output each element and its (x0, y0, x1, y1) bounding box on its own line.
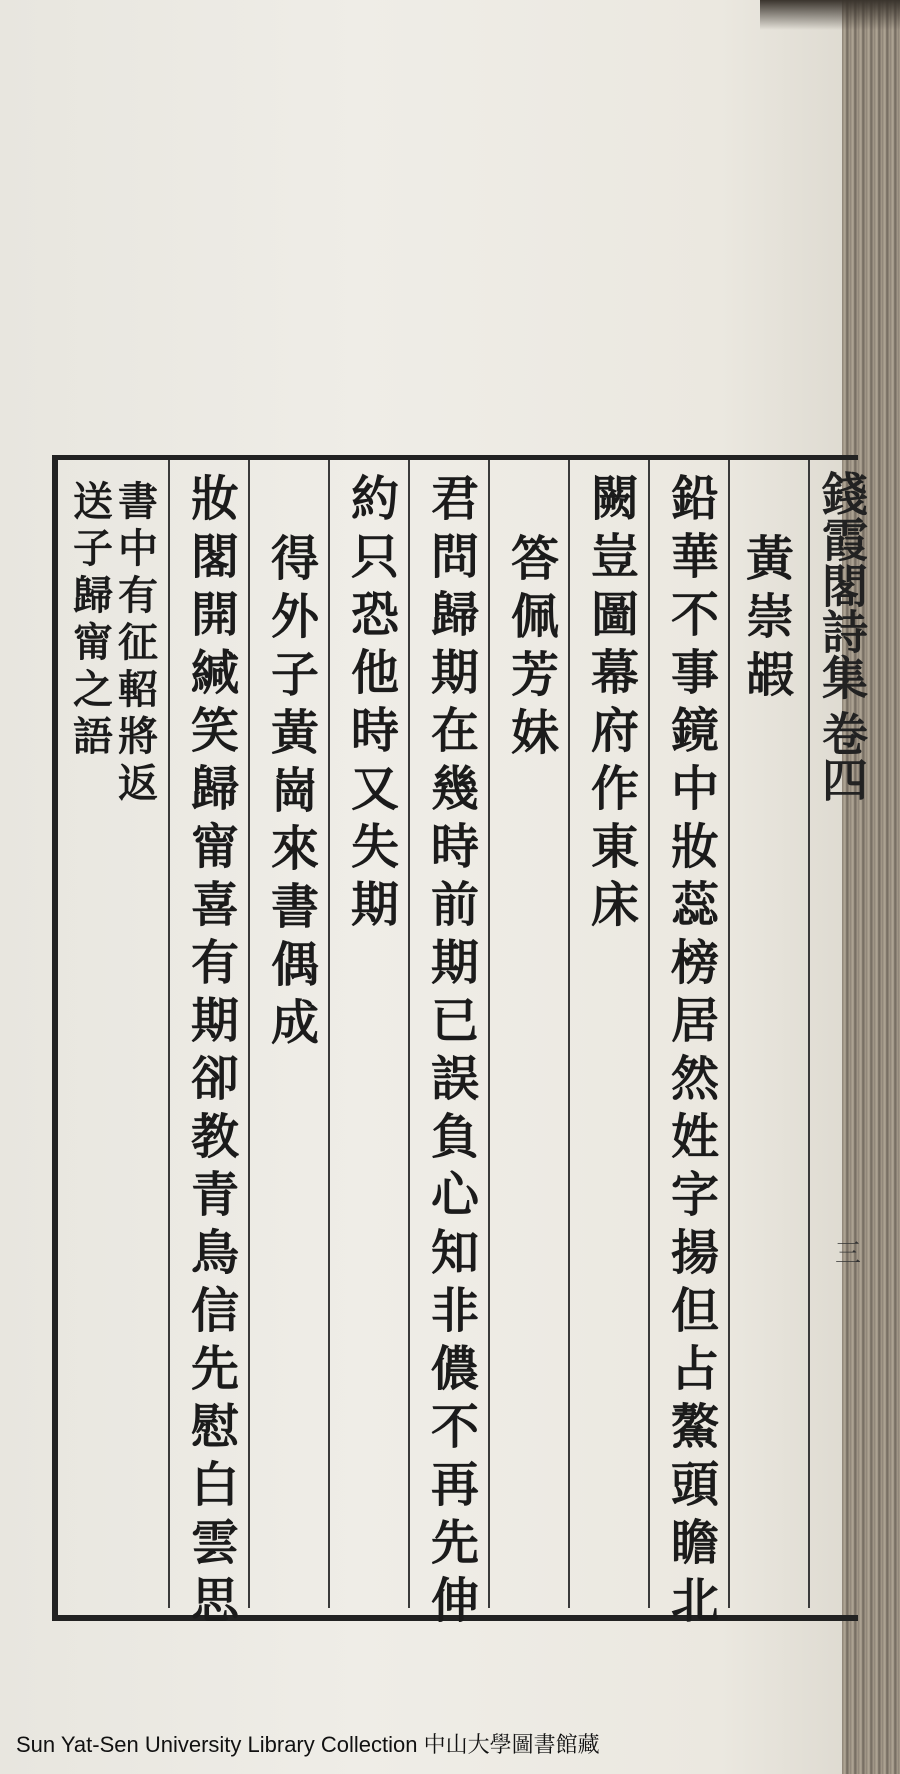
character: 時 (430, 819, 479, 875)
character: 妝 (190, 471, 239, 527)
poem-line (580, 470, 650, 934)
character: 已 (430, 993, 479, 1049)
character: 慰 (190, 1399, 239, 1455)
character: 鉛 (670, 471, 719, 527)
character: 幾 (430, 761, 479, 817)
character: 雲 (190, 1515, 239, 1571)
character: 喜 (190, 877, 239, 933)
character: 前 (430, 877, 479, 933)
poem-line (340, 470, 410, 934)
library-credit: Sun Yat-Sen University Library Collection 中山大學圖書館藏 (16, 1732, 600, 1757)
character: 中 (670, 761, 719, 817)
poem-title (500, 530, 570, 762)
book-title: 錢霞閣詩集 (815, 470, 869, 700)
character: 事 (670, 645, 719, 701)
character: 然 (670, 1051, 719, 1107)
character: 不 (670, 587, 719, 643)
character: 有 (118, 572, 158, 619)
juan-label: 卷四 (815, 710, 869, 802)
character: 再 (430, 1457, 479, 1513)
character: 伸 (430, 1573, 479, 1629)
character: 書 (118, 478, 158, 525)
character: 時 (350, 703, 399, 759)
character: 思 (190, 1573, 239, 1629)
character: 期 (190, 993, 239, 1049)
character: 府 (590, 703, 639, 759)
character: 子 (73, 525, 113, 572)
character: 約 (350, 471, 399, 527)
character: 非 (430, 1283, 479, 1339)
character: 知 (430, 1225, 479, 1281)
character: 問 (430, 529, 479, 585)
character: 占 (670, 1341, 719, 1397)
character: 青 (190, 1167, 239, 1223)
column-rule (168, 460, 170, 1608)
character: 妹 (510, 705, 559, 761)
annotation-line (113, 478, 163, 807)
character: 華 (670, 529, 719, 585)
character: 征 (118, 619, 158, 666)
column-rule (808, 460, 810, 1608)
character: 崗 (270, 763, 319, 819)
character: 緘 (190, 645, 239, 701)
character: 將 (118, 713, 158, 760)
poem-line (420, 470, 490, 1630)
character: 字 (670, 1167, 719, 1223)
character: 期 (430, 645, 479, 701)
character: 來 (270, 821, 319, 877)
character: 恐 (350, 587, 399, 643)
character: 有 (190, 935, 239, 991)
character: 鏡 (670, 703, 719, 759)
character: 負 (430, 1109, 479, 1165)
character: 崇 (745, 589, 794, 645)
character: 幕 (590, 645, 639, 701)
poem-line (180, 470, 250, 1630)
character: 中 (118, 525, 158, 572)
character: 但 (670, 1283, 719, 1339)
character: 甯 (73, 619, 113, 666)
character: 圖 (590, 587, 639, 643)
character: 開 (190, 587, 239, 643)
poem-line (660, 470, 730, 1630)
character: 甯 (190, 819, 239, 875)
character: 軺 (118, 666, 158, 713)
character: 瞻 (670, 1515, 719, 1571)
character: 揚 (670, 1225, 719, 1281)
character: 東 (590, 819, 639, 875)
character: 黃 (270, 705, 319, 761)
character: 頭 (670, 1457, 719, 1513)
character: 床 (590, 877, 639, 933)
character: 又 (350, 761, 399, 817)
character: 閣 (190, 529, 239, 585)
character: 成 (270, 995, 319, 1051)
character: 書 (270, 879, 319, 935)
character: 在 (430, 703, 479, 759)
character: 嘏 (745, 647, 794, 703)
character: 失 (350, 819, 399, 875)
character: 得 (270, 531, 319, 587)
character: 妝 (670, 819, 719, 875)
character: 卻 (190, 1051, 239, 1107)
character: 榜 (670, 935, 719, 991)
character: 教 (190, 1109, 239, 1165)
character: 佩 (510, 589, 559, 645)
character: 期 (430, 935, 479, 991)
character: 鰲 (670, 1399, 719, 1455)
character: 姓 (670, 1109, 719, 1165)
character: 豈 (590, 529, 639, 585)
character: 返 (118, 760, 158, 807)
character: 之 (73, 666, 113, 713)
character: 儂 (430, 1341, 479, 1397)
character: 蕊 (670, 877, 719, 933)
poem-title (735, 530, 805, 704)
character: 黃 (745, 531, 794, 587)
character: 君 (430, 471, 479, 527)
character: 信 (190, 1283, 239, 1339)
character: 闕 (590, 471, 639, 527)
character: 誤 (430, 1051, 479, 1107)
character: 歸 (430, 587, 479, 643)
character: 北 (670, 1573, 719, 1629)
character: 芳 (510, 647, 559, 703)
character: 期 (350, 877, 399, 933)
running-title (815, 470, 869, 802)
character: 白 (190, 1457, 239, 1513)
character: 心 (430, 1167, 479, 1223)
character: 不 (430, 1399, 479, 1455)
character: 鳥 (190, 1225, 239, 1281)
character: 他 (350, 645, 399, 701)
character: 歸 (73, 572, 113, 619)
character: 笑 (190, 703, 239, 759)
annotation-line (68, 478, 118, 760)
character: 先 (430, 1515, 479, 1571)
character: 外 (270, 589, 319, 645)
character: 送 (73, 478, 113, 525)
page-number: 三 (835, 1239, 862, 1269)
character: 居 (670, 993, 719, 1049)
character: 只 (350, 529, 399, 585)
character: 先 (190, 1341, 239, 1397)
page-shadow (760, 0, 900, 30)
character: 答 (510, 531, 559, 587)
character: 子 (270, 647, 319, 703)
character: 作 (590, 761, 639, 817)
character: 歸 (190, 761, 239, 817)
character: 語 (73, 713, 113, 760)
character: 偶 (270, 937, 319, 993)
poem-title (260, 530, 330, 1052)
